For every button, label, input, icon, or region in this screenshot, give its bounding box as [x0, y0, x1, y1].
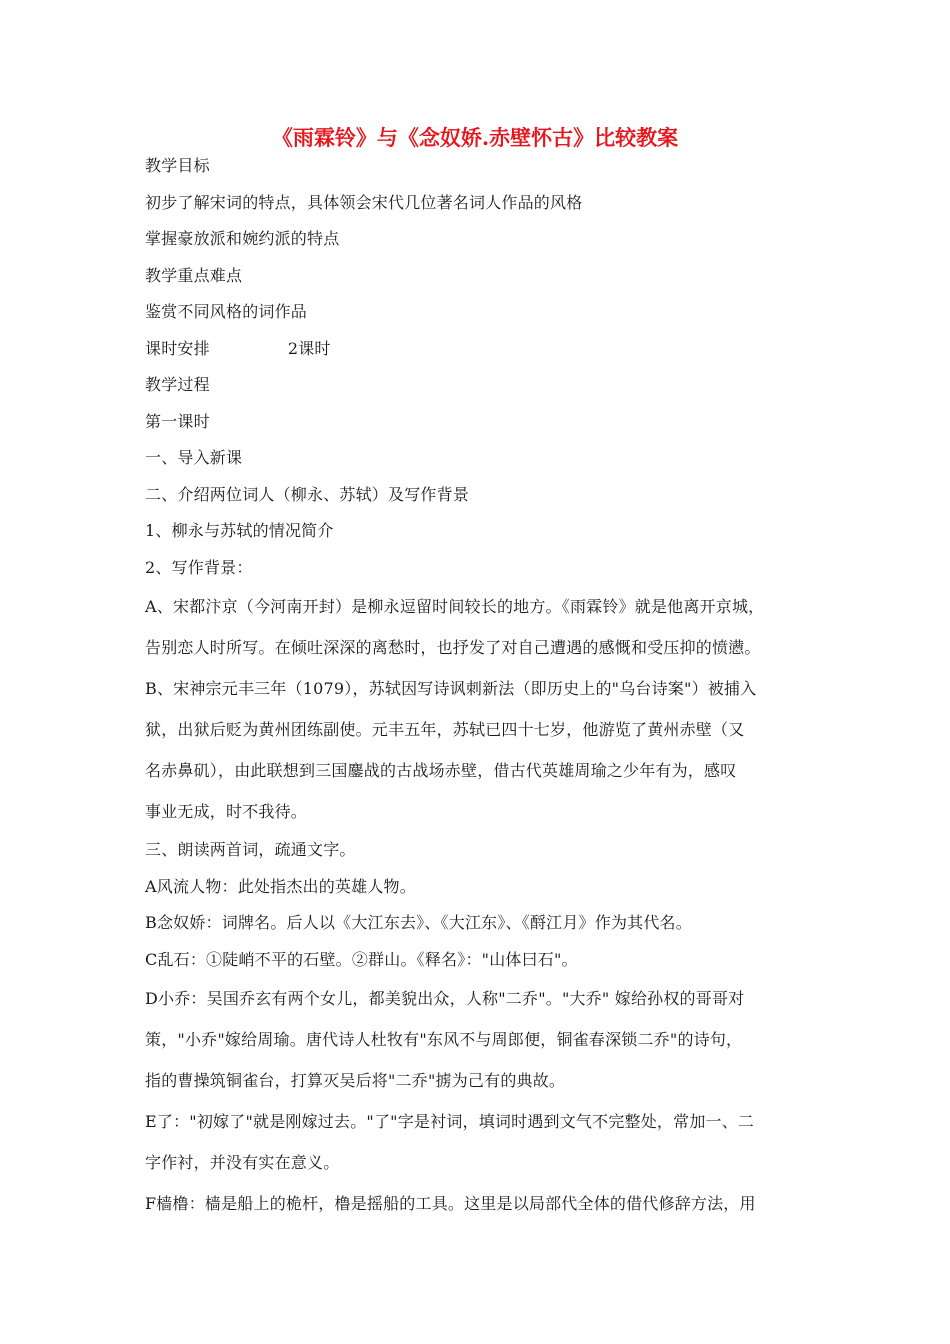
- text-line: 狱，出狱后贬为黄州团练副使。元丰五年，苏轼已四十七岁，他游览了黄州赤壁（又: [145, 720, 745, 739]
- schedule-label: 课时安排: [145, 338, 210, 358]
- document-title: 《雨霖铃》与《念奴娇.赤壁怀古》比较教案: [271, 125, 679, 150]
- text-line: D小乔：吴国乔玄有两个女儿，都美貌出众，人称"二乔"。"大乔" 嫁给孙权的哥哥对: [145, 989, 745, 1008]
- paragraph-b: [145, 668, 815, 832]
- text-line: 掌握豪放派和婉约派的特点: [145, 229, 340, 248]
- text-line: 告别恋人时所写。在倾吐深深的离愁时，也抒发了对自己遭遇的感慨和受压抑的愤懑。: [145, 638, 761, 657]
- schedule-value: 2课时: [287, 338, 331, 358]
- text-line: 字作衬，并没有实在意义。: [145, 1153, 340, 1172]
- text-line: 名赤鼻矶），由此联想到三国鏖战的古战场赤壁，借古代英雄周瑜之少年有为，感叹: [145, 761, 737, 780]
- text-line: E了："初嫁了"就是刚嫁过去。"了"字是衬词，填词时遇到文气不完整处，常加一、二: [145, 1112, 755, 1131]
- text-line: 教学过程: [145, 375, 210, 394]
- text-line: 初步了解宋词的特点，具体领会宋代几位著名词人作品的风格: [145, 192, 583, 212]
- schedule-line: [145, 331, 815, 368]
- text-line: 1、柳永与苏轼的情况简介: [145, 521, 334, 540]
- text-line: 2、写作背景：: [145, 557, 253, 577]
- text-line: 教学重点难点: [145, 265, 243, 285]
- text-line: B、宋神宗元丰三年（1079），苏轼因写诗讽刺新法（即历史上的"乌台诗案"）被捕入: [145, 679, 757, 698]
- text-line: 三、朗读两首词，疏通文字。: [145, 840, 356, 859]
- paragraph-e: [145, 1101, 815, 1183]
- text-line: 教学目标: [145, 156, 210, 175]
- text-line: 鉴赏不同风格的词作品: [145, 302, 308, 321]
- text-line: 策，"小乔"嫁给周瑜。唐代诗人杜牧有"东风不与周郎便，铜雀春深锁二乔"的诗句，: [145, 1030, 743, 1049]
- text-line: 第一课时: [145, 411, 210, 431]
- paragraph-d: [145, 978, 815, 1101]
- text-line: 指的曹操筑铜雀台，打算灭吴后将"二乔"掳为己有的典故。: [145, 1071, 566, 1090]
- text-line: 二、介绍两位词人（柳永、苏轼）及写作背景: [145, 484, 470, 504]
- text-line: F樯橹：樯是船上的桅杆，橹是摇船的工具。这里是以局部代全体的借代修辞方法，用: [145, 1194, 756, 1213]
- text-line: A、宋都汴京（今河南开封）是柳永逗留时间较长的地方。《雨霖铃》就是他离开京城，: [145, 597, 765, 616]
- paragraph-f: [145, 1183, 815, 1224]
- text-line: 一、导入新课: [145, 448, 243, 467]
- text-line: A风流人物：此处指杰出的英雄人物。: [145, 876, 416, 896]
- document-body: [145, 148, 815, 1224]
- text-line: B念奴娇：词牌名。后人以《大江东去》、《大江东》、《酹江月》作为其代名。: [145, 913, 692, 932]
- text-line: C乱石：①陡峭不平的石壁。②群山。《释名》："山体曰石"。: [145, 949, 578, 969]
- text-line: 事业无成，时不我待。: [145, 802, 308, 821]
- paragraph-a: [145, 586, 815, 668]
